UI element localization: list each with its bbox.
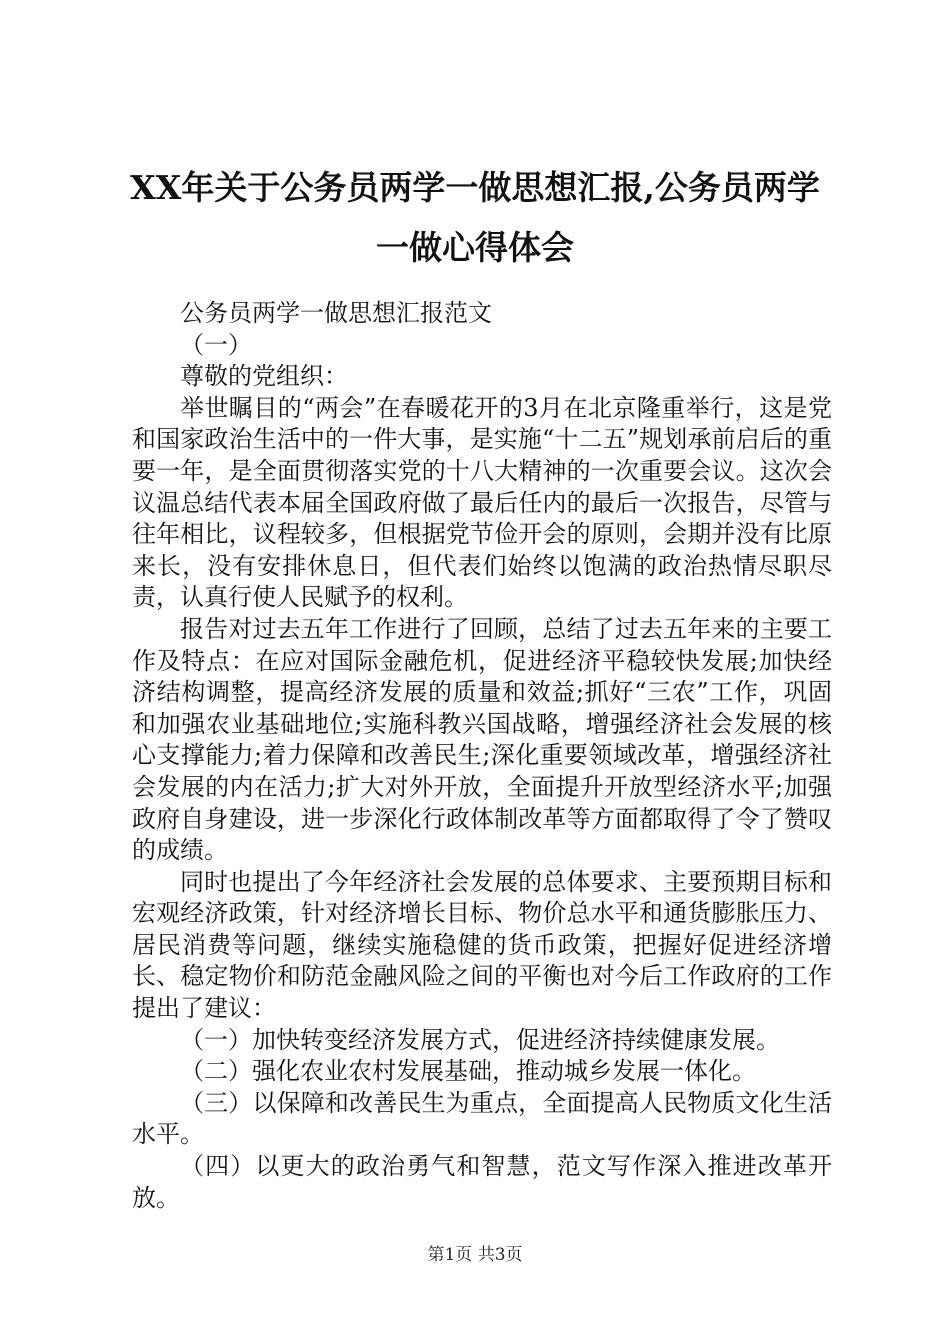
document-body (132, 298, 832, 1214)
salutation: 尊敬的党组织： (180, 362, 348, 391)
list-item: （二）强化农业农村发展基础，推动城乡发展一体化。 (180, 1057, 756, 1086)
body-paragraph: 举世瞩目的“两会”在春暖花开的3月在北京隆重举行，这是党和国家政治生活中的一件大事，是实施“十二五”规划承前启后的重要一年，是全面贯彻落实党的十八大精神的一次重要会议。这次会议温总结代表本届全国政府做了最后任内的最后一次报告，尽管与往年相比，议程较多，但根据党节俭开会的原则，会期并没有比原来长，没有安排休息日，但代表们始终以饱满的政治热情尽职尽责，认真行使人民赋予的权利。 (132, 393, 832, 612)
body-paragraph: 同时也提出了今年经济社会发展的总体要求、主要预期目标和宏观经济政策，针对经济增长目标、物价总水平和通货膨胀压力、居民消费等问题，继续实施稳健的货币政策，把握好促进经济增长、稳定物价和防范金融风险之间的平衡也对今后工作政府的工作提出了建议： (132, 867, 832, 1023)
section-number: （一） (180, 330, 252, 359)
document-title: XX年关于公务员两学一做思想汇报,公务员两学一做心得体会 (130, 168, 820, 267)
list-item: （三）以保障和改善民生为重点，全面提高人民物质文化生活水平。 (132, 1088, 832, 1149)
list-item: （一）加快转变经济发展方式，促进经济持续健康发展。 (180, 1025, 780, 1054)
body-paragraph: 报告对过去五年工作进行了回顾，总结了过去五年来的主要工作及特点：在应对国际金融危机，促进经济平稳较快发展;加快经济结构调整，提高经济发展的质量和效益;抓好“三农”工作，巩固和加强农业基础地位;实施科教兴国战略，增强经济社会发展的核心支撑能力;着力保障和改善民生;深化重要领域改革，增强经济社会发展的内在活力;扩大对外开放，全面提升开放型经济水平;加强政府自身建设，进一步深化行政体制改革等方面都取得了令了赞叹的成绩。 (132, 614, 832, 865)
page-number-footer: 第1页 共3页 (427, 1245, 523, 1265)
section-heading: 公务员两学一做思想汇报范文 (180, 299, 492, 327)
list-item: （四）以更大的政治勇气和智慧，范文写作深入推进改革开放。 (132, 1152, 832, 1212)
